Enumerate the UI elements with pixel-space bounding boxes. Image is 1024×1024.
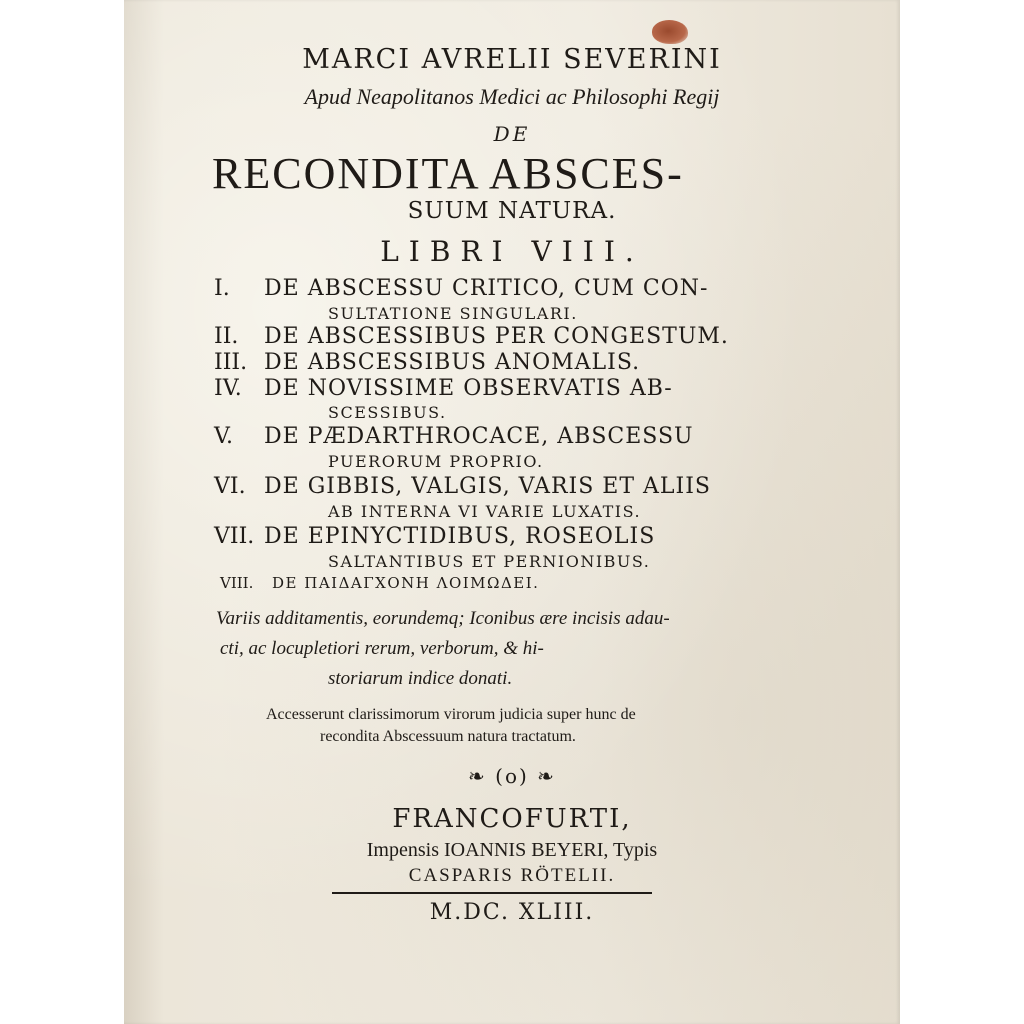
book-title: DE ABSCESSIBUS ANOMALIS.	[264, 350, 641, 375]
foxing-stain	[652, 20, 688, 44]
additions-line: Variis additamentis, eorundemq; Iconibus ære incisis adau-	[216, 608, 670, 629]
imprint-printer-line: CASPARIS RÖTELII.	[408, 865, 616, 886]
imprint-city: FRANCOFURTI,	[392, 804, 632, 834]
book-title-continuation: PUERORUM PROPRIO.	[328, 452, 544, 471]
title-line-1: RECONDITA ABSCES-	[212, 149, 684, 198]
book-numeral: VIII.	[220, 574, 254, 592]
book-title: DE EPINYCTIDIBUS, ROSEOLIS	[264, 524, 656, 549]
book-title-continuation: SULTATIONE SINGULARI.	[328, 304, 578, 323]
additions-line: cti, ac locupletiori rerum, verborum, & hi-	[220, 638, 544, 659]
imprint-year: M.DC. XLIII.	[429, 900, 595, 925]
fleuron-ornament: ❧ (o) ❧	[468, 764, 556, 788]
book-numeral: III.	[214, 350, 248, 375]
book-title-continuation: AB INTERNA VI VARIE LUXATIS.	[328, 502, 642, 521]
title-preposition: DE	[493, 122, 531, 146]
book-title: DE NOVISSIME OBSERVATIS AB-	[264, 376, 673, 401]
book-numeral: VII.	[214, 524, 255, 549]
book-title-continuation: SCESSIBUS.	[328, 403, 447, 422]
author-name: MARCI AVRELII SEVERINI	[302, 44, 722, 75]
book-title: DE ABSCESSIBUS PER CONGESTUM.	[264, 324, 729, 349]
book-numeral: II.	[214, 324, 239, 349]
book-title-continuation: SALTANTIBUS ET PERNIONIBUS.	[328, 552, 651, 571]
book-title: DE ABSCESSU CRITICO, CUM CON-	[264, 276, 709, 301]
book-title: DE PÆDARTHROCACE, ABSCESSU	[264, 424, 694, 449]
accesserunt-line: recondita Abscessuum natura tractatum.	[320, 728, 576, 745]
book-numeral: V.	[214, 424, 234, 449]
additions-line: storiarum indice donati.	[328, 668, 513, 689]
book-title: DE ΠΑΙΔΑΓΧΟΝΗ ΛΟΙΜΩΔΕΙ.	[272, 574, 540, 592]
title-page	[124, 0, 900, 1024]
title-line-2: SUUM NATURA.	[407, 198, 617, 224]
imprint-printer-line: Impensis IOANNIS BEYERI, Typis	[366, 839, 658, 861]
author-position: Apud Neapolitanos Medici ac Philosophi Regij	[304, 84, 720, 109]
book-numeral: IV.	[214, 376, 242, 401]
book-numeral: VI.	[214, 474, 246, 499]
book-numeral: I.	[214, 276, 230, 301]
books-heading: LIBRI VIII.	[380, 235, 644, 268]
imprint-rule	[332, 892, 652, 894]
accesserunt-line: Accesserunt clarissimorum virorum judicia super hunc de	[266, 706, 636, 723]
book-title: DE GIBBIS, VALGIS, VARIS ET ALIIS	[264, 474, 711, 499]
